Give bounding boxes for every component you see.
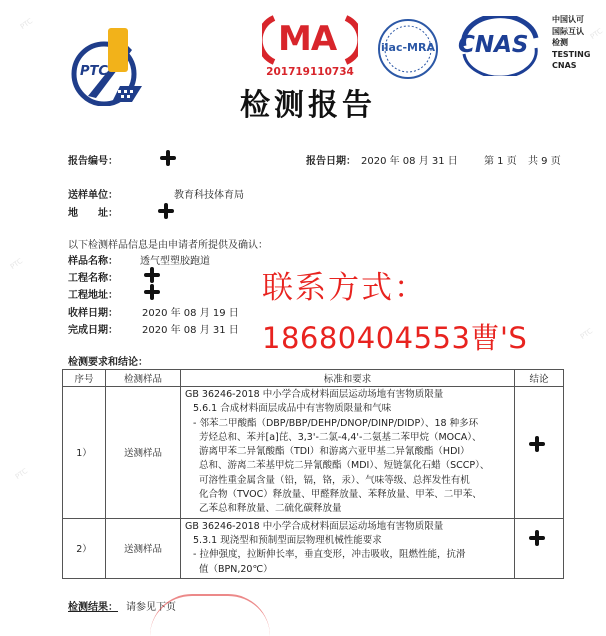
col-header-standard: 标准和要求 [181,370,515,387]
row-sample: 送测样品 [106,387,181,519]
table-row [63,518,564,578]
sample-intro: 以下检测样品信息是由申请者所提供及确认： [68,240,268,251]
redaction-mark-icon [144,267,160,283]
standard-item: 值（BPN,20℃） [199,563,273,575]
standard-item: 化合物（TVOC）释放量、甲醛释放量、苯释放量、甲苯、二甲苯、 [199,489,482,501]
page-total: 共 9 页 [528,156,561,167]
redaction-mark-icon [529,530,541,542]
report-date: 2020 年 08 月 31 日 [361,156,458,167]
table-header-row [63,370,564,387]
stamp-fragment [150,594,270,636]
client: 教育科技体育局 [174,190,244,201]
table-row [63,387,564,519]
standard-item: 乙苯总和释放量、二硫化碳释放量 [199,503,342,515]
redaction-mark-icon [529,436,545,452]
ilac-mra-logo [370,18,446,80]
row-no: 1） [63,387,106,519]
ptc-logo-text: PTC [80,64,108,79]
cnas-logo [456,16,544,76]
standard-item: 总和、游离二苯基甲烷二异氰酸酯（MDI）、短链氯化石蜡（SCCP）、 [199,460,490,472]
contact-line-1: 联系方式： [262,270,427,306]
result-label: 检测结果： [68,602,118,613]
sample-name: 透气型塑胶跑道 [140,256,210,267]
requirements-table [62,369,564,579]
contact-line-2: 18680404553曹'S [262,321,528,355]
sample-label: 样品名称： [68,256,118,267]
client-label: 送样单位： [68,190,118,201]
row-conclusion [515,387,564,519]
requirements-heading: 检测要求和结论： [68,357,148,368]
cnas-side-text: 中国认可 国际互认 检测 TESTING CNAS [552,15,591,70]
row-no: 2） [63,518,106,578]
col-header-conclusion: 结论 [515,370,564,387]
page-title: 检测报告 [240,88,376,123]
standard-item: - 拉伸强度，拉断伸长率，垂直变形，冲击吸收，阻燃性能，抗滑 [193,549,466,561]
project-address-label: 工程地址： [68,290,118,301]
cnas-logo-text: CNAS [458,32,529,58]
redaction-mark-icon [158,203,174,219]
redaction-mark-icon [144,284,160,300]
row-conclusion [515,518,564,578]
complete-date-label: 完成日期： [68,325,118,336]
standard-item: 芳烃总和、苯并[a]芘、3,3'-二氯-4,4'-二氨基二苯甲烷（MOCA）、 [199,431,482,443]
standard-item: - 邻苯二甲酸酯（DBP/BBP/DEHP/DNOP/DINP/DIDP）、18 种多环 [193,417,479,429]
ptc-logo [68,26,146,106]
report-date-label: 报告日期： [306,156,356,167]
standard-item: 游离甲苯二异氰酸酯（TDI）和游离六亚甲基二异氰酸酯（HDI） [199,446,470,458]
row-standard [181,518,515,578]
standard-item: 可溶性重金属含量（铅，镉，铬，汞）、气味等级、总挥发性有机 [199,474,470,486]
redaction-mark-icon [160,150,176,166]
report-no-label: 报告编号： [68,156,118,167]
row-sample: 送测样品 [106,518,181,578]
row-standard [181,387,515,519]
receive-date: 2020 年 08 月 19 日 [142,308,239,319]
col-header-sample: 检测样品 [106,370,181,387]
standard-title: GB 36246-2018 中小学合成材料面层运动场地有害物质限量 [185,389,444,400]
address-label: 地 址： [68,208,118,219]
project-name-label: 工程名称： [68,273,118,284]
ilac-mra-text: ilac-MRA [381,41,435,54]
cma-code: 201719110734 [266,66,354,78]
standard-title: GB 36246-2018 中小学合成材料面层运动场地有害物质限量 [185,520,444,532]
col-header-no: 序号 [63,370,106,387]
complete-date: 2020 年 08 月 31 日 [142,325,239,336]
standard-subtitle: 5.3.1 现浇型和预制型面层物理机械性能要求 [193,534,382,546]
page-current: 第 1 页 [484,156,517,167]
standard-subtitle: 5.6.1 合成材料面层成品中有害物质限量和气味 [193,403,392,415]
result-text: 请参见下页 [126,602,176,613]
receive-date-label: 收样日期： [68,308,118,319]
cma-logo-text: MA [278,19,337,59]
